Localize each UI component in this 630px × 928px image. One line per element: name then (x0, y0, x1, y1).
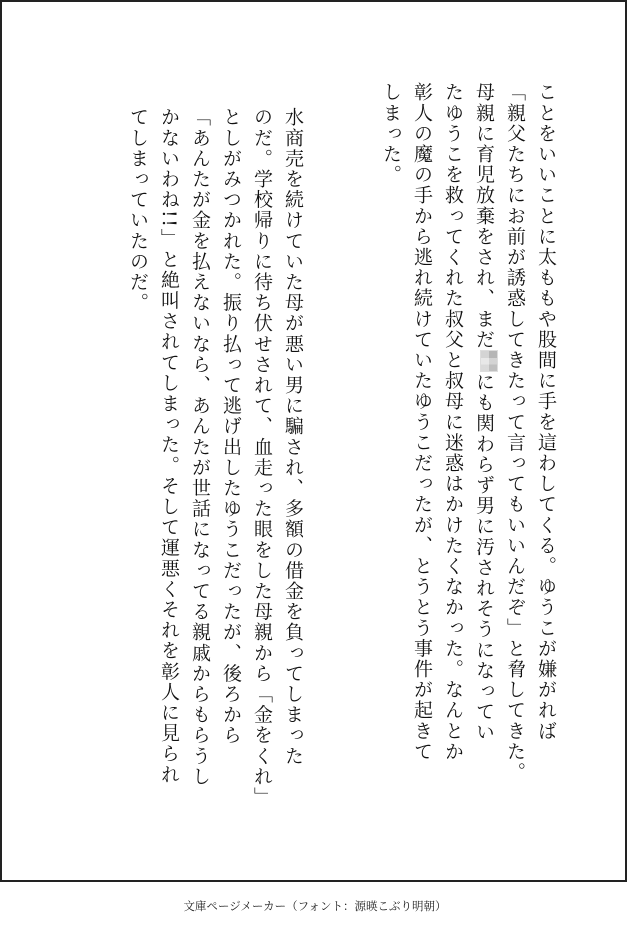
paragraph-1 (375, 82, 561, 802)
text-segment: にも関わらず男に汚されそうになってい (473, 371, 495, 743)
text-line: のだ。学校帰りに待ち伏せされて、血走った眼をした母親から「金をくれ」 (251, 107, 273, 808)
text-line: たゆうこを救ってくれた叔父と叔母に迷惑はかけたくなかった。なんとか (442, 82, 464, 762)
text-line: ことをいいことに太ももや股間に手を這わしてくる。ゆうこが嫌がれば (535, 82, 557, 742)
text-line: としがみつかれた。振り払って逃げ出したゆうこだったが、後ろから (220, 107, 242, 746)
paragraph-2 (122, 107, 308, 807)
text-line: 水商売を続けていた母が悪い男に騙され、多額の借金を負ってしまった (282, 107, 304, 767)
text-line (468, 82, 499, 802)
text-line: 「親父たちにお前が誘惑してきたって言ってもいいんだぞ」と脅してきた。 (504, 82, 526, 783)
text-line: てしまっていたのだ。 (127, 107, 149, 313)
text-segment: 母親に育児放棄をされ、まだ (473, 82, 495, 350)
text-line: 彰人の魔の手から逃れ続けていたゆうこだったが、とうとう事件が起きて (411, 82, 433, 762)
text-line: しまった。 (380, 82, 402, 185)
text-line: 「あんたが金を払えないなら、あんたが世話になってる親戚からもらうし (189, 107, 211, 787)
mosaic-censor-icon (480, 350, 498, 372)
text-line: かないわね!!」と絶叫されてしまった。そして運悪くそれを彰人に見られ (158, 107, 180, 785)
footer-credit: 文庫ページメーカー（フォント：源暎こぶり明朝） (183, 899, 447, 913)
